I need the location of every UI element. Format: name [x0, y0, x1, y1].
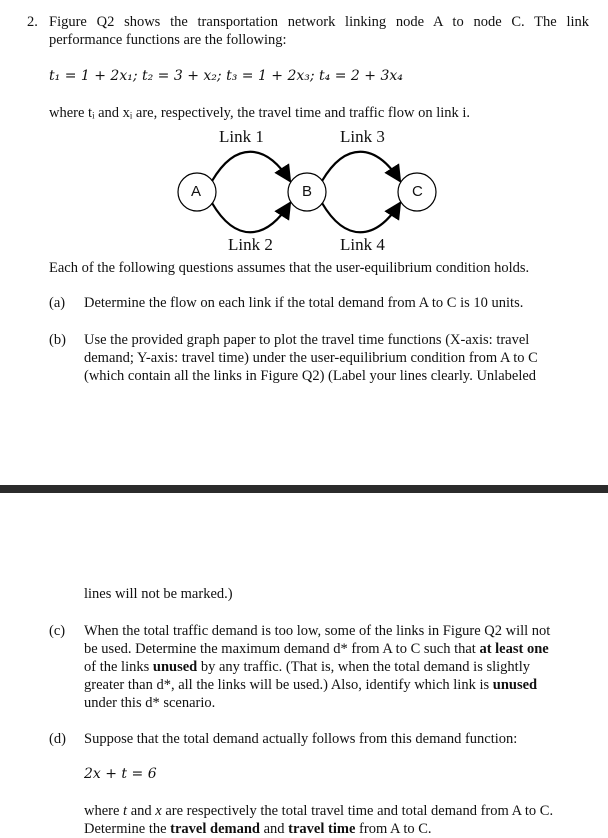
part-c-emphasis-unused: unused — [152, 659, 198, 675]
part-d-line-2-pre: where — [84, 803, 124, 819]
part-b-line-3: (which contain all the links in Figure Q2) (Label your lines clearly. Unlabeled — [84, 368, 537, 384]
link-2-label: Link 2 — [228, 235, 273, 254]
part-d-label: (d) — [49, 731, 66, 747]
link-4-arc — [322, 203, 400, 232]
part-c-emphasis-unused-2: unused — [492, 677, 538, 693]
link-1-label: Link 1 — [219, 127, 264, 146]
link-3-arc — [322, 152, 400, 181]
link-2-arc — [212, 203, 290, 232]
part-b-line-2: demand; Y-axis: travel time) under the user-equilibrium condition from A to C — [84, 350, 538, 366]
part-c-line-2 — [84, 640, 549, 658]
part-d-line-3-mid: and — [259, 821, 289, 837]
part-b-line-4: lines will not be marked.) — [84, 586, 233, 602]
part-d-line-2-post: are respectively the total travel time and total demand from A to C. — [161, 803, 554, 819]
part-d-var-x: x — [155, 803, 162, 819]
question-number: 2. — [27, 14, 38, 30]
part-c-line-3-pre: of the links — [84, 659, 153, 675]
demand-function-equation: 2x + t = 6 — [84, 766, 157, 782]
part-a-text: Determine the flow on each link if the total demand from A to C is 10 units. — [84, 295, 524, 311]
part-d-line-2 — [84, 802, 553, 820]
page-break-divider — [0, 485, 608, 493]
intro-line-2: performance functions are the following: — [49, 32, 287, 48]
part-c-line-5: under this d* scenario. — [84, 695, 216, 711]
link-performance-equations: t₁ = 1 + 2x₁; t₂ = 3 + x₂; t₃ = 1 + 2x₃; t₄ = 2 + 3x₄ — [49, 68, 403, 84]
part-b-label: (b) — [49, 332, 66, 348]
part-c-line-3 — [84, 658, 530, 676]
part-d-var-t: t — [123, 803, 128, 819]
part-d-line-2-mid: and — [127, 803, 156, 819]
part-d-line-3-pre: Determine the — [84, 821, 171, 837]
part-c-line-3-post: by any traffic. (That is, when the total demand is slightly — [197, 659, 530, 675]
link-1-arc — [212, 152, 290, 181]
part-d-emphasis-travel-time: travel time — [288, 821, 356, 837]
assumption-line: Each of the following questions assumes that the user-equilibrium condition holds. — [49, 260, 530, 276]
part-c-emphasis-at-least-one: at least one — [479, 641, 549, 657]
where-line: where tᵢ and xᵢ are, respectively, the travel time and traffic flow on link i. — [49, 105, 471, 121]
part-c-label: (c) — [49, 623, 66, 639]
part-b-line-1: Use the provided graph paper to plot the travel time functions (X-axis: travel — [84, 332, 530, 348]
link-4-label: Link 4 — [340, 235, 385, 254]
part-d-line-3-post: from A to C. — [355, 821, 432, 837]
node-c-label: C — [412, 183, 423, 200]
part-c-line-4-pre: greater than d*, all the links will be used.) Also, identify which link is — [84, 677, 493, 693]
part-a-label: (a) — [49, 295, 66, 311]
part-d-text: Suppose that the total demand actually follows from this demand function: — [84, 731, 518, 747]
link-3-label: Link 3 — [340, 127, 385, 146]
part-c-line-4 — [84, 676, 537, 694]
intro-line-1: Figure Q2 shows the transportation network linking node A to node C. The link — [49, 14, 589, 30]
part-d-emphasis-travel-demand: travel demand — [170, 821, 260, 837]
part-c-line-2-text: be used. Determine the maximum demand d* from A to C such that — [84, 641, 480, 657]
part-d-line-3 — [84, 820, 432, 838]
node-a-label: A — [191, 183, 202, 200]
node-b-label: B — [302, 183, 313, 200]
part-c-line-1: When the total traffic demand is too low, some of the links in Figure Q2 will not — [84, 623, 551, 639]
